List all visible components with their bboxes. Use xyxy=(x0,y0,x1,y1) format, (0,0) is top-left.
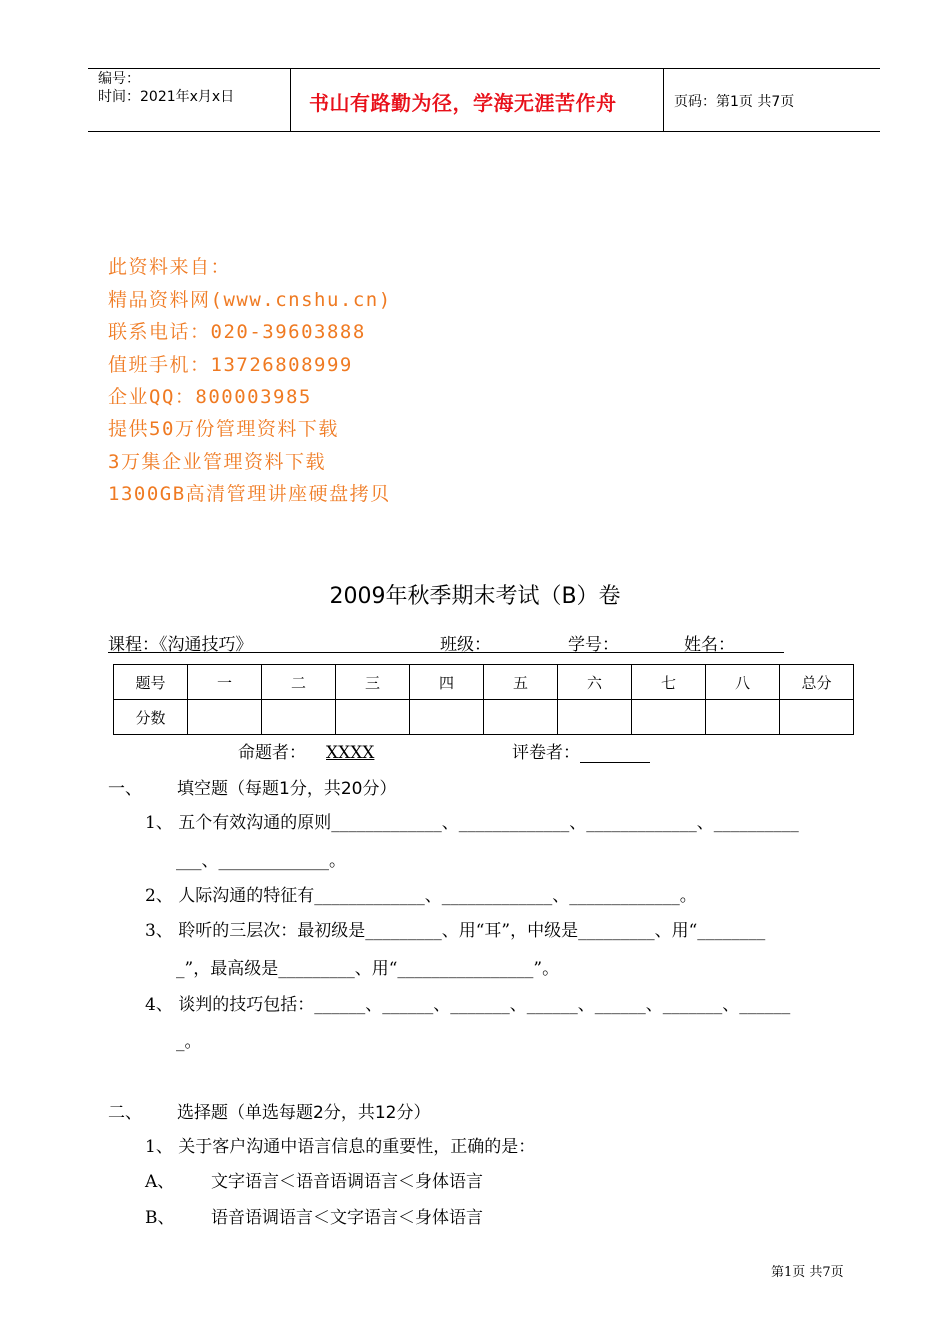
question-1-3-line2: _”，最高级是_________、用“________________”。 xyxy=(176,959,560,979)
table-row xyxy=(114,700,854,735)
question-1-4-line2: _。 xyxy=(176,1032,202,1052)
score-input-cell[interactable] xyxy=(558,700,632,735)
score-input-cell[interactable] xyxy=(188,700,262,735)
course-info-row xyxy=(108,630,784,653)
slogan: 书山有路勤为径，学海无涯苦作舟 xyxy=(309,91,617,115)
table-cell: 七 xyxy=(632,665,706,700)
score-input-cell[interactable] xyxy=(262,700,336,735)
course-label: 课程：《沟通技巧》 xyxy=(108,635,253,655)
grader-row xyxy=(512,738,650,763)
table-cell: 总分 xyxy=(780,665,854,700)
name-label: 姓名： xyxy=(684,635,735,655)
ad-line: 值班手机：13726808999 xyxy=(108,354,353,376)
score-input-cell[interactable] xyxy=(336,700,410,735)
option-b-label: B、 xyxy=(145,1208,175,1228)
table-cell: 分数 xyxy=(114,700,188,735)
setter-value: XXXX xyxy=(326,743,375,763)
table-cell: 三 xyxy=(336,665,410,700)
ad-line: 1300GB高清管理讲座硬盘拷贝 xyxy=(108,483,391,505)
serial-label: 编号： xyxy=(98,71,140,87)
question-1-1-line2: ___、_____________。 xyxy=(176,851,346,871)
page-header xyxy=(88,68,880,132)
option-b-text: 语音语调语言＜文字语言＜身体语言 xyxy=(211,1208,483,1228)
question-1-1-line1: 1、 五个有效沟通的原则_____________、_____________、_____________、__________ xyxy=(145,813,799,833)
question-1-2: 2、 人际沟通的特征有_____________、_____________、_____________。 xyxy=(145,886,697,906)
ad-line: 提供50万份管理资料下载 xyxy=(108,418,339,440)
ad-line: 企业QQ：800003985 xyxy=(108,386,312,408)
grader-label: 评卷者： xyxy=(512,743,580,763)
score-input-cell[interactable] xyxy=(410,700,484,735)
table-cell: 一 xyxy=(188,665,262,700)
setter-label: 命题者： xyxy=(238,743,306,763)
ad-line: 3万集企业管理资料下载 xyxy=(108,451,326,473)
time-label: 时间：2021年x月x日 xyxy=(98,89,235,105)
section2-number: 二、 xyxy=(108,1103,142,1123)
table-cell: 题号 xyxy=(114,665,188,700)
section1-title: 填空题（每题1分，共20分） xyxy=(177,779,397,799)
header-page-info: 页码：第1页 共7页 xyxy=(674,94,795,110)
table-cell: 六 xyxy=(558,665,632,700)
table-cell: 二 xyxy=(262,665,336,700)
grader-value xyxy=(580,744,650,763)
score-input-cell[interactable] xyxy=(484,700,558,735)
header-meta-cell xyxy=(88,69,291,131)
setter-row xyxy=(238,738,388,763)
table-cell: 四 xyxy=(410,665,484,700)
score-input-cell[interactable] xyxy=(632,700,706,735)
ad-line: 精品资料网(www.cnshu.cn) xyxy=(108,289,392,311)
table-cell: 八 xyxy=(706,665,780,700)
ad-line: 此资料来自： xyxy=(108,256,232,278)
question-1-3-line1: 3、 聆听的三层次：最初级是_________、用“耳”，中级是_________、用“________ xyxy=(145,921,766,941)
score-table xyxy=(113,664,854,735)
ad-line: 联系电话：020-39603888 xyxy=(108,321,366,343)
section1-number: 一、 xyxy=(108,779,142,799)
class-label: 班级： xyxy=(440,635,491,655)
score-input-cell[interactable] xyxy=(780,700,854,735)
exam-title: 2009年秋季期末考试（B）卷 xyxy=(329,584,621,609)
option-a-text: 文字语言＜语音语调语言＜身体语言 xyxy=(211,1172,483,1192)
option-a-label: A、 xyxy=(145,1172,175,1192)
footer-page-info: 第1页 共7页 xyxy=(771,1265,844,1280)
student-id-label: 学号： xyxy=(568,635,619,655)
score-input-cell[interactable] xyxy=(706,700,780,735)
table-cell: 五 xyxy=(484,665,558,700)
header-slogan-cell xyxy=(291,69,664,131)
section2-title: 选择题（单选每题2分，共12分） xyxy=(177,1103,431,1123)
question-2-1: 1、 关于客户沟通中语言信息的重要性，正确的是： xyxy=(145,1137,536,1157)
question-1-4-line1: 4、 谈判的技巧包括：______、______、_______、______、______、_______、______ xyxy=(145,995,791,1015)
table-row xyxy=(114,665,854,700)
header-page-cell xyxy=(664,69,880,131)
